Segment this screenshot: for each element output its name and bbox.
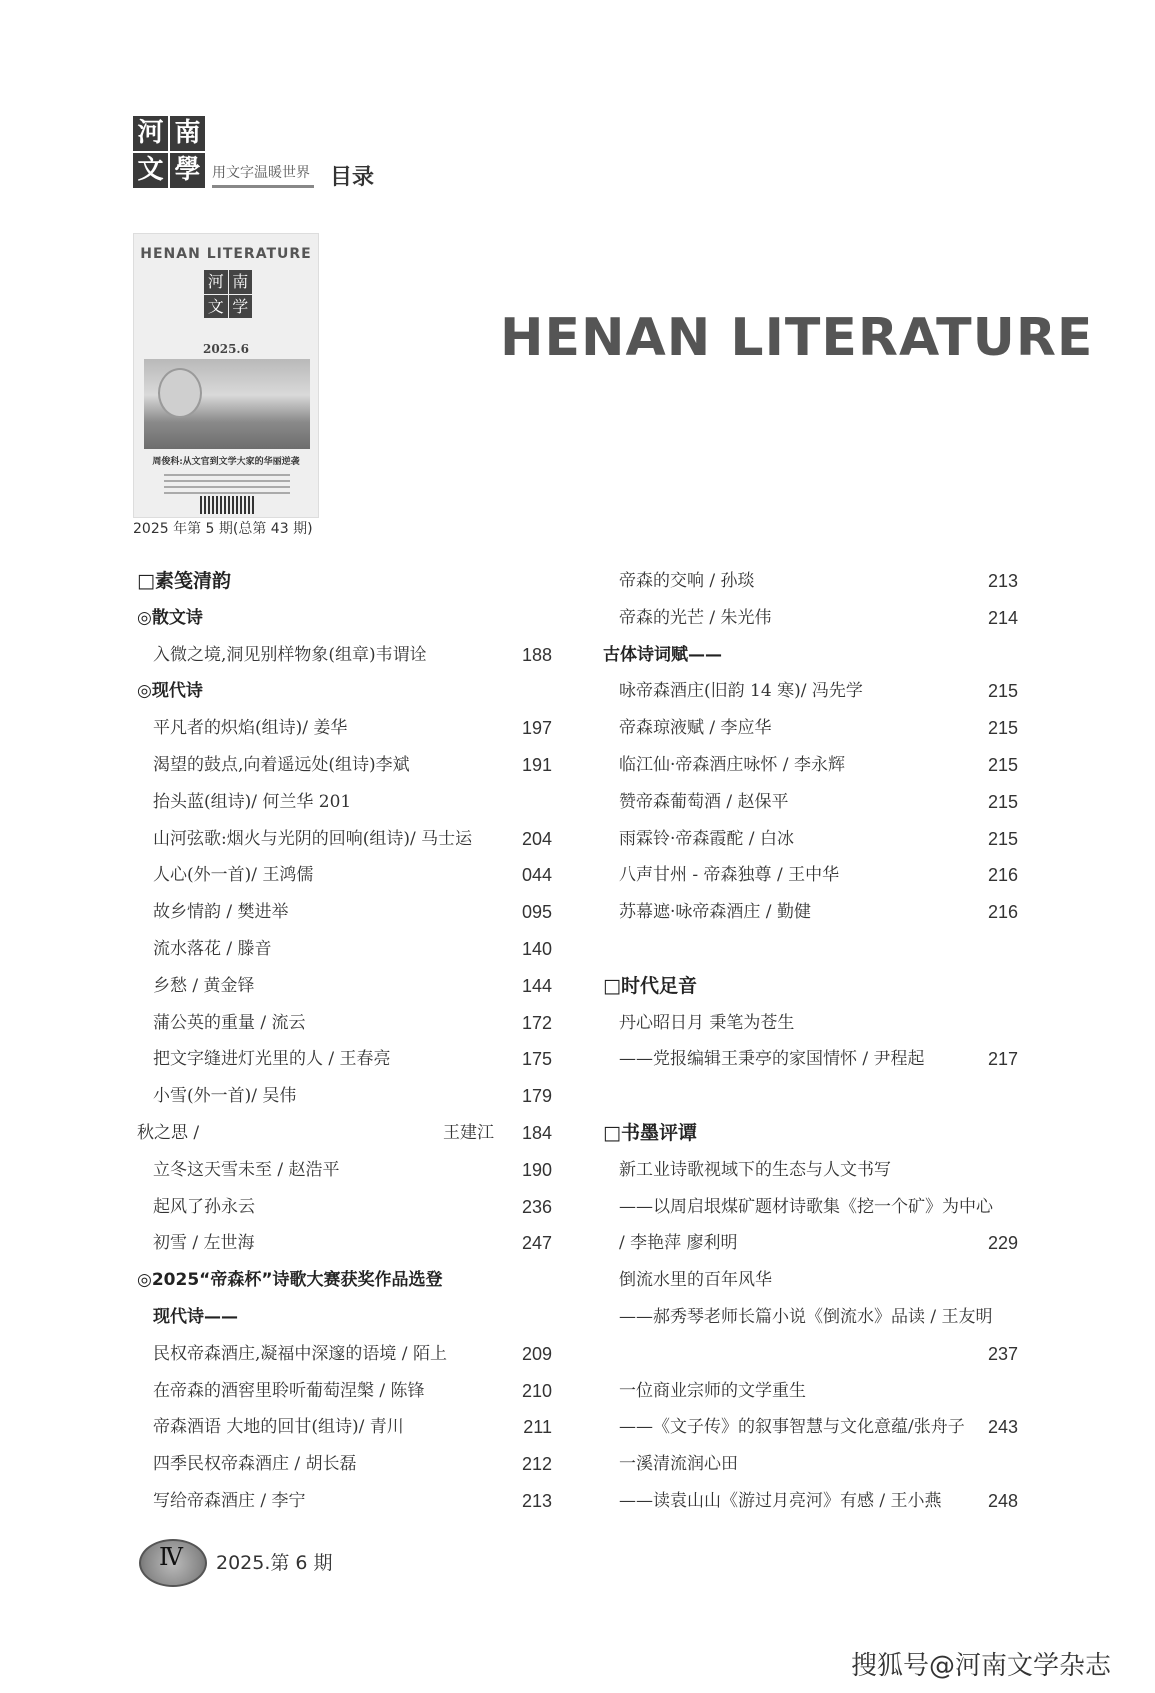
toc-entry[interactable] xyxy=(137,1225,552,1262)
cover-logo-char: 河 xyxy=(204,270,228,294)
logo-char: 文 xyxy=(133,153,168,188)
toc-page-number: 197 xyxy=(521,718,552,739)
toc-entry-title: 入微之境,洞见别样物象(组章)韦谓诠 xyxy=(153,644,427,665)
toc-entry-title: 古体诗词赋—— xyxy=(603,644,722,665)
toc-subheading[interactable] xyxy=(137,600,552,637)
toc-entry[interactable] xyxy=(603,673,1018,710)
toc-section-heading[interactable] xyxy=(603,1115,1018,1152)
toc-entry-title: 把文字缝进灯光里的人 / 王春亮 xyxy=(153,1049,391,1070)
toc-entry[interactable] xyxy=(603,1483,1018,1520)
toc-entry-title: ——《文子传》的叙事智慧与文化意蕴/张舟子 xyxy=(619,1417,965,1438)
toc-page-number: 216 xyxy=(987,902,1018,923)
toc-entry[interactable] xyxy=(137,1373,552,1410)
cover-logo-char: 学 xyxy=(229,295,253,319)
toc-entry-title: 乡愁 / 黄金铎 xyxy=(153,975,255,996)
toc-page-number: 140 xyxy=(521,938,552,959)
toc-entry-title: 现代诗—— xyxy=(153,1306,238,1327)
toc-entry-title: 咏帝森酒庄(旧韵 14 寒)/ 冯先学 xyxy=(619,681,863,702)
toc-entry[interactable] xyxy=(603,1299,1018,1336)
toc-entry-title: 帝森的交响 / 孙琰 xyxy=(619,571,755,591)
toc-entry-title: 在帝森的酒窖里聆听葡萄涅槃 / 陈锋 xyxy=(153,1380,425,1401)
toc-entry[interactable] xyxy=(137,821,552,858)
cover-title: HENAN LITERATURE xyxy=(140,246,312,262)
toc-entry-title: 秋之思 / xyxy=(137,1122,200,1143)
toc-entry-title: 山河弦歌:烟火与光阴的回响(组诗)/ 马士运 xyxy=(153,828,473,849)
toc-entry-title: 新工业诗歌视域下的生态与人文书写 xyxy=(619,1159,891,1180)
toc-page-number: 095 xyxy=(521,902,552,923)
toc-page-number: 172 xyxy=(521,1012,552,1033)
cover-image xyxy=(133,233,319,518)
toc-subheading[interactable] xyxy=(137,673,552,710)
toc-page-number: 215 xyxy=(987,791,1018,812)
toc-page-number: 236 xyxy=(521,1196,552,1217)
toc-entry-title: 写给帝森酒庄 / 李宁 xyxy=(153,1490,306,1511)
toc-page-number: 215 xyxy=(987,828,1018,849)
toc-page-number: 211 xyxy=(523,1417,552,1438)
cover-logo-char: 南 xyxy=(229,270,253,294)
toc-entry[interactable] xyxy=(137,894,552,931)
toc-entry-title: 丹心昭日月 秉笔为苍生 xyxy=(619,1012,795,1033)
toc-page-number: 229 xyxy=(987,1233,1018,1254)
toc-page-number: 210 xyxy=(521,1380,552,1401)
toc-entry-title: ——以周启垠煤矿题材诗歌集《挖一个矿》为中心 xyxy=(619,1196,993,1217)
toc-entry-title: 倒流水里的百年风华 xyxy=(619,1270,772,1291)
contents-heading: 目录 xyxy=(330,165,375,190)
toc-entry-title: 苏幕遮·咏帝森酒庄 / 勤健 xyxy=(619,902,811,923)
toc-entry-title: 八声甘州 - 帝森独尊 / 王中华 xyxy=(619,865,840,886)
footer-issue: 2025.第 6 期 xyxy=(216,1552,333,1574)
toc-subheading[interactable] xyxy=(137,1262,552,1299)
toc-page-number: 214 xyxy=(987,607,1018,628)
logo-char: 南 xyxy=(170,116,205,151)
toc-entry[interactable] xyxy=(137,710,552,747)
toc-entry-title: 一位商业宗师的文学重生 xyxy=(619,1380,806,1401)
toc-page-number: 191 xyxy=(521,754,552,775)
toc-subheading[interactable] xyxy=(603,637,1018,674)
toc-entry-title: 帝森酒语 大地的回甘(组诗)/ 青川 xyxy=(153,1417,404,1438)
toc-entry[interactable] xyxy=(603,784,1018,821)
cover-logo-char: 文 xyxy=(204,295,228,319)
magazine-logo xyxy=(133,116,205,188)
toc-page-number: 213 xyxy=(521,1490,552,1511)
toc-entry-title: 帝森琼液赋 / 李应华 xyxy=(619,718,772,739)
toc-page-number: 209 xyxy=(521,1343,552,1364)
toc-entry-title: □素笺清韵 xyxy=(137,570,231,592)
barcode-icon xyxy=(200,496,254,514)
cover-subtitle: 周俊科:从文官到文学大家的华丽逆袭 xyxy=(152,457,300,467)
toc-entry-title: 小雪(外一首)/ 吴伟 xyxy=(153,1086,297,1107)
toc-entry-title: 流水落花 / 滕音 xyxy=(153,938,272,959)
toc-entry[interactable] xyxy=(603,894,1018,931)
toc-entry[interactable] xyxy=(603,1336,1018,1373)
toc-entry[interactable] xyxy=(603,1446,1018,1483)
toc-entry[interactable] xyxy=(603,563,1018,600)
toc-page-number: 215 xyxy=(987,681,1018,702)
toc-entry-title: 帝森的光芒 / 朱光伟 xyxy=(619,607,772,628)
toc-entry-title: / 李艳萍 廖利明 xyxy=(619,1233,738,1254)
toc-entry[interactable] xyxy=(603,1373,1018,1410)
toc-entry-title: 人心(外一首)/ 王鸿儒 xyxy=(153,865,314,886)
toc-left-column xyxy=(137,563,552,1520)
toc-page-number: 217 xyxy=(987,1049,1018,1070)
toc-entry-title: ——党报编辑王秉亭的家国情怀 / 尹程起 xyxy=(619,1049,925,1070)
toc-entry[interactable] xyxy=(137,1446,552,1483)
slogan: 用文字温暖世界 xyxy=(212,162,314,188)
toc-entry[interactable] xyxy=(603,1225,1018,1262)
toc-entry-title: 平凡者的炽焰(组诗)/ 姜华 xyxy=(153,718,348,739)
toc-page-number: 212 xyxy=(521,1454,552,1475)
toc-page-number: 184 xyxy=(521,1122,552,1143)
toc-entry-title: 临江仙·帝森酒庄咏怀 / 李永辉 xyxy=(619,754,845,775)
toc-page-number: 216 xyxy=(987,865,1018,886)
big-title: HENAN LITERATURE xyxy=(500,308,1094,368)
toc-entry[interactable] xyxy=(603,710,1018,747)
toc-entry-title: ◎现代诗 xyxy=(137,681,203,702)
toc-entry[interactable] xyxy=(603,1005,1018,1042)
toc-page-number: 144 xyxy=(521,975,552,996)
toc-entry[interactable] xyxy=(137,784,552,821)
toc-page-number: 248 xyxy=(987,1490,1018,1511)
toc-page-number: 175 xyxy=(521,1049,552,1070)
cover-logo xyxy=(204,270,252,318)
toc-entry-title: 蒲公英的重量 / 流云 xyxy=(153,1012,306,1033)
toc-spacer xyxy=(603,931,1018,968)
toc-entry[interactable] xyxy=(137,1005,552,1042)
toc-entry[interactable] xyxy=(137,1078,552,1115)
toc-entry-title: 一溪清流润心田 xyxy=(619,1454,738,1475)
cover-year: 2025.6 xyxy=(203,342,249,356)
toc-entry-title: 渴望的鼓点,向着遥远处(组诗)李斌 xyxy=(153,754,410,775)
toc-entry[interactable] xyxy=(137,1041,552,1078)
toc-page-number: 044 xyxy=(521,865,552,886)
toc-page-number: 237 xyxy=(987,1343,1018,1364)
toc-subheading[interactable] xyxy=(137,1299,552,1336)
toc-entry[interactable] xyxy=(137,1115,552,1152)
cover-text-lines xyxy=(164,470,290,498)
toc-entry-author: 王建江 xyxy=(443,1122,494,1143)
portrait-icon xyxy=(158,368,202,418)
toc-entry-title: 初雪 / 左世海 xyxy=(153,1233,255,1254)
toc-entry[interactable] xyxy=(137,857,552,894)
toc-page-number: 215 xyxy=(987,754,1018,775)
toc-page-number: 247 xyxy=(521,1233,552,1254)
toc-entry-title: □书墨评谭 xyxy=(603,1121,697,1144)
page-badge xyxy=(133,1535,209,1587)
toc-entry[interactable] xyxy=(137,968,552,1005)
toc-page-number: 243 xyxy=(987,1417,1018,1438)
toc-entry-title: ——郝秀琴老师长篇小说《倒流水》品读 / 王友明 xyxy=(619,1306,993,1327)
toc-entry[interactable] xyxy=(137,931,552,968)
toc-entry[interactable] xyxy=(603,1189,1018,1226)
toc-entry[interactable] xyxy=(137,1409,552,1446)
toc-section-heading[interactable] xyxy=(137,563,552,600)
toc-entry-title: 雨霖铃·帝森霞酡 / 白冰 xyxy=(619,828,794,849)
toc-entry-title: 立冬这天雪未至 / 赵浩平 xyxy=(153,1159,340,1180)
toc-entry-title: 民权帝森酒庄,凝福中深邃的语境 / 陌上 xyxy=(153,1343,447,1364)
toc-entry[interactable] xyxy=(603,821,1018,858)
page-numeral: Ⅳ xyxy=(159,1543,183,1571)
toc-page-number: 213 xyxy=(987,571,1018,591)
toc-entry-title: 抬头蓝(组诗)/ 何兰华 201 xyxy=(153,791,352,812)
toc-entry-title: ——读袁山山《游过月亮河》有感 / 王小燕 xyxy=(619,1490,942,1511)
toc-entry-title: 赞帝森葡萄酒 / 赵保平 xyxy=(619,791,789,812)
toc-page-number: 188 xyxy=(521,644,552,665)
toc-entry[interactable] xyxy=(603,1152,1018,1189)
toc-entry[interactable] xyxy=(137,747,552,784)
toc-page-number: 190 xyxy=(521,1159,552,1180)
toc-entry-title: □时代足音 xyxy=(603,974,697,997)
issue-label: 2025 年第 5 期(总第 43 期) xyxy=(133,521,313,537)
toc-entry[interactable] xyxy=(603,1041,1018,1078)
toc-entry-title: 故乡情韵 / 樊进举 xyxy=(153,902,289,923)
toc-entry[interactable] xyxy=(137,1336,552,1373)
toc-entry-title: 四季民权帝森酒庄 / 胡长磊 xyxy=(153,1454,357,1475)
toc-page-number: 179 xyxy=(521,1086,552,1107)
toc-entry[interactable] xyxy=(603,857,1018,894)
watermark: 搜狐号@河南文学杂志 xyxy=(850,1651,1111,1681)
toc-entry[interactable] xyxy=(137,1189,552,1226)
toc-entry[interactable] xyxy=(137,1152,552,1189)
logo-char: 學 xyxy=(170,153,205,188)
toc-spacer xyxy=(603,1078,1018,1115)
toc-right-column xyxy=(603,563,1018,1520)
logo-char: 河 xyxy=(133,116,168,151)
toc-entry-title: ◎散文诗 xyxy=(137,607,203,628)
toc-page-number: 204 xyxy=(521,828,552,849)
toc-section-heading[interactable] xyxy=(603,968,1018,1005)
toc-entry[interactable] xyxy=(603,600,1018,637)
toc-entry[interactable] xyxy=(137,637,552,674)
toc-entry[interactable] xyxy=(137,1483,552,1520)
toc-entry[interactable] xyxy=(603,747,1018,784)
toc-entry-title: 起风了孙永云 xyxy=(153,1196,255,1217)
toc-page-number: 215 xyxy=(987,718,1018,739)
toc-entry[interactable] xyxy=(603,1262,1018,1299)
toc-entry-title: ◎2025“帝森杯”诗歌大赛获奖作品选登 xyxy=(137,1270,443,1291)
toc-entry[interactable] xyxy=(603,1409,1018,1446)
